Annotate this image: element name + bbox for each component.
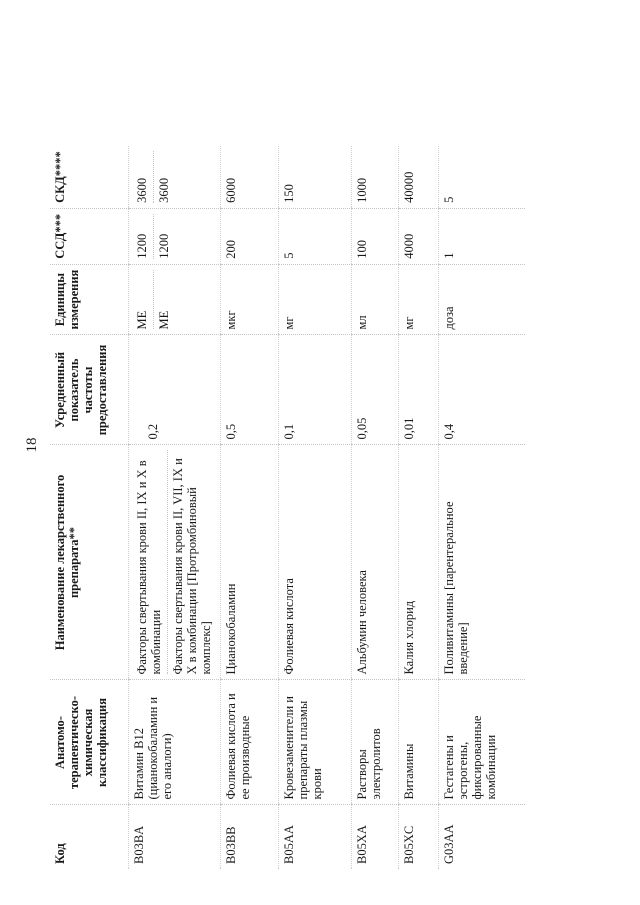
header-ssd: ССД***	[50, 208, 129, 264]
cell-unit: доза	[439, 264, 526, 335]
cell-code: B03BA	[129, 805, 221, 869]
cell-skd: 1000	[352, 146, 399, 208]
table-row	[352, 146, 399, 869]
cell-skd: 6000	[221, 146, 279, 208]
cell-frequency: 0,1	[279, 335, 352, 445]
cell-frequency: 0,4	[439, 335, 526, 445]
cell-atc: Витамины	[399, 680, 439, 805]
cell-ssd: 5	[279, 208, 352, 264]
cell-drug: Калия хлорид	[399, 445, 439, 680]
skd-value: 3600	[157, 177, 171, 203]
cell-frequency: 0,05	[352, 335, 399, 445]
header-skd: СКД****	[50, 146, 129, 208]
cell-unit: мг	[399, 264, 439, 335]
header-frequency: Усредненный показатель частоты предоставления	[50, 335, 129, 445]
cell-ssd: 4000	[399, 208, 439, 264]
cell-skd	[129, 146, 221, 208]
cell-atc: Витамин B12 (цианокобаламин и его аналоги)	[129, 680, 221, 805]
frequency-value: 0,2	[146, 423, 160, 440]
cell-frequency	[129, 335, 221, 445]
table-row	[129, 146, 221, 869]
unit-value: МЕ	[157, 310, 171, 330]
table-row	[279, 146, 352, 869]
cell-frequency: 0,5	[221, 335, 279, 445]
cell-drug: Цианокобаламин	[221, 445, 279, 680]
table-row	[221, 146, 279, 869]
cell-atc: Растворы электролитов	[352, 680, 399, 805]
table-row	[439, 146, 526, 869]
cell-drug: Фолиевая кислота	[279, 445, 352, 680]
cell-code: B05XC	[399, 805, 439, 869]
cell-unit: мл	[352, 264, 399, 335]
table-header-row	[50, 146, 129, 869]
cell-unit: мг	[279, 264, 352, 335]
cell-unit: мкг	[221, 264, 279, 335]
drug-name: Факторы свертывания крови II, VII, IX и X в комбинации [Протромбиновый комплекс]	[171, 458, 213, 675]
cell-atc: Гестагены и эстрогены, фиксированные комбинации	[439, 680, 526, 805]
cell-drug: Альбумин человека	[352, 445, 399, 680]
cell-atc: Кровезаменители и препараты плазмы крови	[279, 680, 352, 805]
header-code: Код	[53, 843, 67, 864]
cell-ssd: 1	[439, 208, 526, 264]
cell-code: G03AA	[439, 805, 526, 869]
cell-atc: Фолиевая кислота и ее производные	[221, 680, 279, 805]
drug-table	[50, 146, 525, 869]
cell-ssd: 100	[352, 208, 399, 264]
unit-value: МЕ	[132, 270, 154, 330]
cell-ssd	[129, 208, 221, 264]
ssd-value: 1200	[132, 214, 154, 259]
cell-code: B03BB	[221, 805, 279, 869]
cell-skd: 150	[279, 146, 352, 208]
ssd-value: 1200	[157, 233, 171, 259]
cell-skd: 5	[439, 146, 526, 208]
cell-frequency: 0,01	[399, 335, 439, 445]
cell-drug	[129, 445, 221, 680]
cell-drug: Поливитамины [парентеральное введение]	[439, 445, 526, 680]
drug-name: Факторы свертывания крови II, IX и X в комбинации	[132, 451, 168, 675]
cell-ssd: 200	[221, 208, 279, 264]
skd-value: 3600	[132, 151, 154, 203]
header-atc: Анатомо-терапевтическо-химическая классификация	[50, 680, 129, 805]
header-unit: Единицы измерения	[50, 264, 129, 335]
cell-code: B05XA	[352, 805, 399, 869]
header-drug: Наименование лекарственного препарата**	[50, 445, 129, 680]
page-number: 18	[24, 437, 40, 453]
table-row	[399, 146, 439, 869]
cell-unit	[129, 264, 221, 335]
cell-code: B05AA	[279, 805, 352, 869]
cell-skd: 40000	[399, 146, 439, 208]
